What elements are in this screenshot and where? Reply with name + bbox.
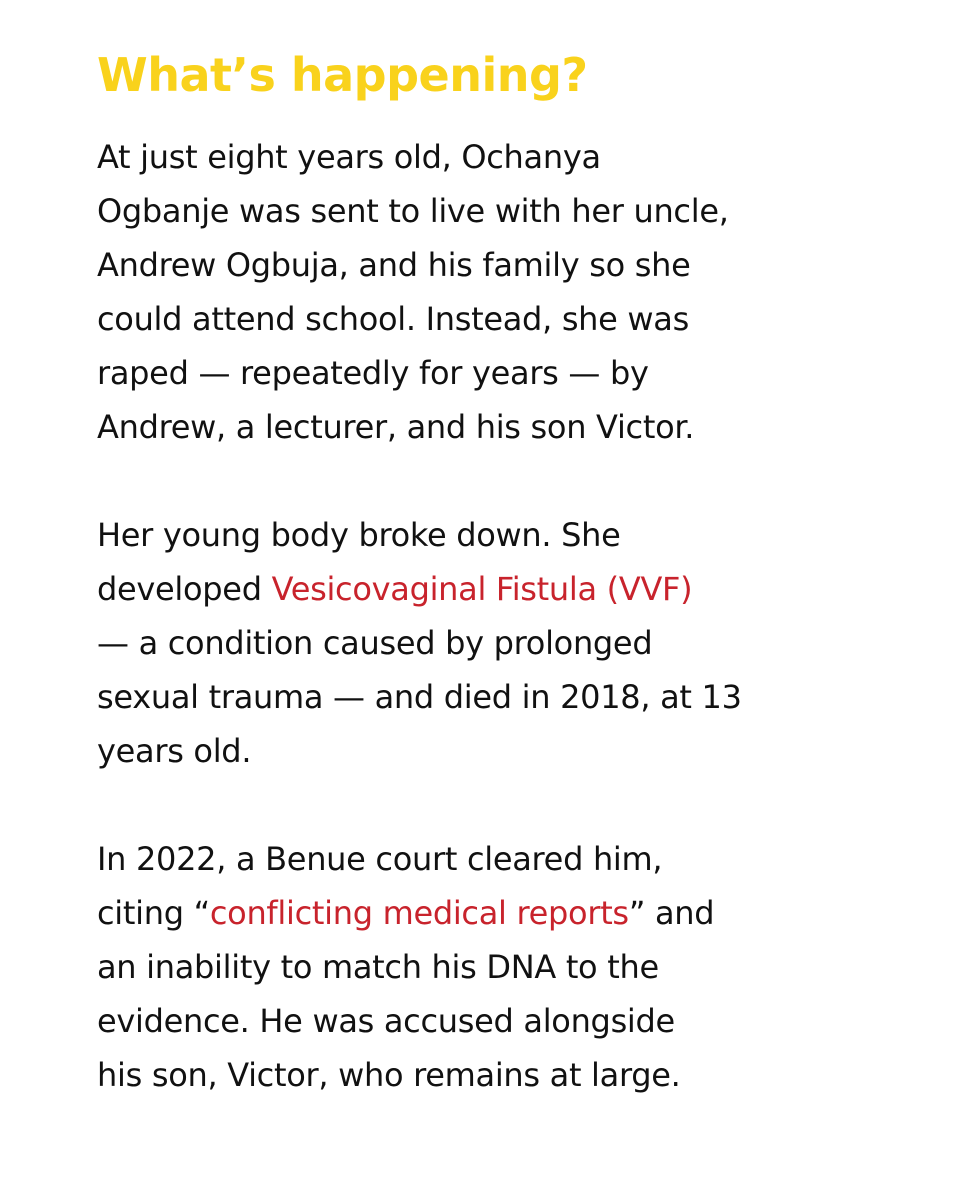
text-segment: citing “ bbox=[97, 894, 210, 932]
text-line: — a condition caused by prolonged bbox=[97, 624, 653, 662]
paragraph-intro bbox=[97, 130, 877, 454]
text-line: evidence. He was accused alongside bbox=[97, 1002, 675, 1040]
vvf-link[interactable]: Vesicovaginal Fistula (VVF) bbox=[271, 570, 693, 608]
text-line: Ogbanje was sent to live with her uncle, bbox=[97, 192, 729, 230]
text-line: could attend school. Instead, she was bbox=[97, 300, 689, 338]
text-line: years old. bbox=[97, 732, 252, 770]
text-line: Her young body broke down. She bbox=[97, 516, 621, 554]
text-line bbox=[97, 886, 877, 940]
article-content bbox=[97, 46, 877, 1102]
text-line: an inability to match his DNA to the bbox=[97, 948, 659, 986]
text-segment: developed bbox=[97, 570, 272, 608]
paragraph-court bbox=[97, 832, 877, 1102]
text-line: his son, Victor, who remains at large. bbox=[97, 1056, 681, 1094]
text-line: Andrew Ogbuja, and his family so she bbox=[97, 246, 691, 284]
text-line: raped — repeatedly for years — by bbox=[97, 354, 649, 392]
text-line: Andrew, a lecturer, and his son Victor. bbox=[97, 408, 695, 446]
medical-reports-link[interactable]: conflicting medical reports bbox=[209, 894, 629, 932]
text-line: sexual trauma — and died in 2018, at 13 bbox=[97, 678, 742, 716]
text-line bbox=[97, 562, 877, 616]
text-segment: ” and bbox=[628, 894, 715, 932]
text-line: In 2022, a Benue court cleared him, bbox=[97, 840, 663, 878]
paragraph-condition bbox=[97, 508, 877, 778]
text-line: At just eight years old, Ochanya bbox=[97, 138, 601, 176]
page-title: What’s happening? bbox=[97, 48, 588, 102]
